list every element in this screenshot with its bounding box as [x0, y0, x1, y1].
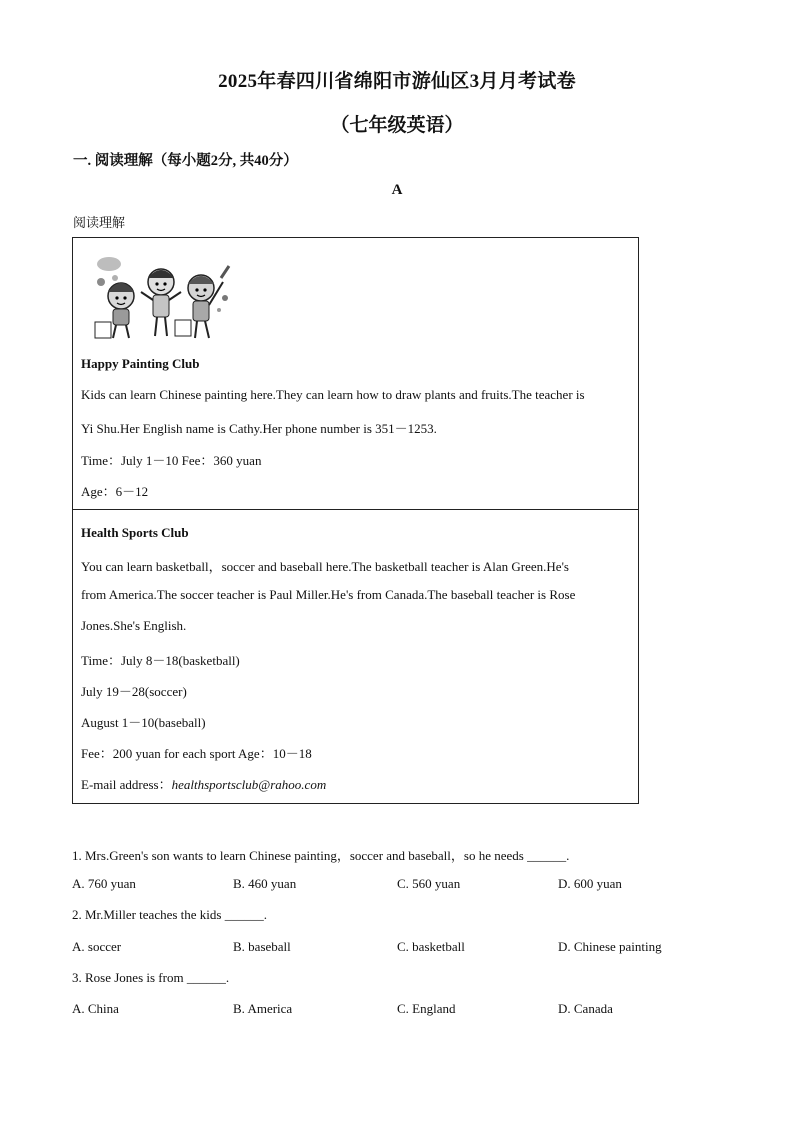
page-subtitle: （七年级英语） [330, 115, 464, 136]
question-3-option-c[interactable]: C. England [397, 1001, 456, 1016]
email-label: E-mail address： [81, 777, 172, 792]
question-3: 3. Rose Jones is from ______. [72, 970, 230, 985]
question-3-option-a[interactable]: A. China [72, 1001, 119, 1016]
painting-club-text: Yi Shu.Her English name is Cathy.Her phone number is 351－1253. [81, 421, 437, 436]
sports-club-time: August 1－10(baseball) [81, 715, 206, 730]
section-heading: 一. 阅读理解（每小题2分, 共40分） [73, 153, 298, 169]
sports-club-time: July 19－28(soccer) [81, 684, 187, 699]
email-address: healthsportsclub@rahoo.com [171, 777, 327, 792]
painting-club-age: Age：6－12 [81, 484, 149, 499]
sports-club-email-line [81, 774, 326, 793]
kids-painting-illustration [83, 252, 233, 344]
part-letter: A [391, 182, 403, 198]
question-2-option-b[interactable]: B. baseball [233, 939, 291, 954]
sports-club-time: Time：July 8－18(basketball) [81, 653, 240, 668]
question-2-option-a[interactable]: A. soccer [72, 939, 122, 954]
sports-club-text: from America.The soccer teacher is Paul Miller.He's from Canada.The baseball teacher is Rose [81, 587, 576, 602]
question-3-option-d[interactable]: D. Canada [558, 1001, 613, 1016]
sports-club-text: You can learn basketball，soccer and baseball here.The basketball teacher is Alan Green.He's [81, 559, 569, 574]
question-2-option-c[interactable]: C. basketball [397, 939, 465, 954]
question-1-option-a[interactable]: A. 760 yuan [72, 876, 136, 891]
question-2: 2. Mr.Miller teaches the kids ______. [72, 907, 267, 922]
sports-club-text: Jones.She's English. [81, 618, 187, 633]
question-1-option-d[interactable]: D. 600 yuan [558, 876, 622, 891]
question-1-option-c[interactable]: C. 560 yuan [397, 876, 461, 891]
sports-club-title: Health Sports Club [81, 525, 189, 540]
sports-club-fee-age: Fee：200 yuan for each sport Age：10－18 [81, 746, 312, 761]
question-2-option-d[interactable]: D. Chinese painting [558, 939, 662, 954]
question-1-option-b[interactable]: B. 460 yuan [233, 876, 297, 891]
question-1: 1. Mrs.Green's son wants to learn Chinese painting，soccer and baseball，so he needs ______. [72, 848, 570, 863]
section-sub-label: 阅读理解 [73, 215, 126, 230]
page-title: 2025年春四川省绵阳市游仙区3月月考试卷 [218, 71, 576, 92]
painting-club-time-fee: Time：July 1－10 Fee：360 yuan [81, 453, 262, 468]
reading-passage-box [72, 237, 639, 804]
question-3-option-b[interactable]: B. America [233, 1001, 293, 1016]
painting-club-text: Kids can learn Chinese painting here.They can learn how to draw plants and fruits.The teacher is [81, 387, 585, 402]
painting-club-title: Happy Painting Club [81, 356, 200, 371]
club-divider [73, 509, 638, 510]
